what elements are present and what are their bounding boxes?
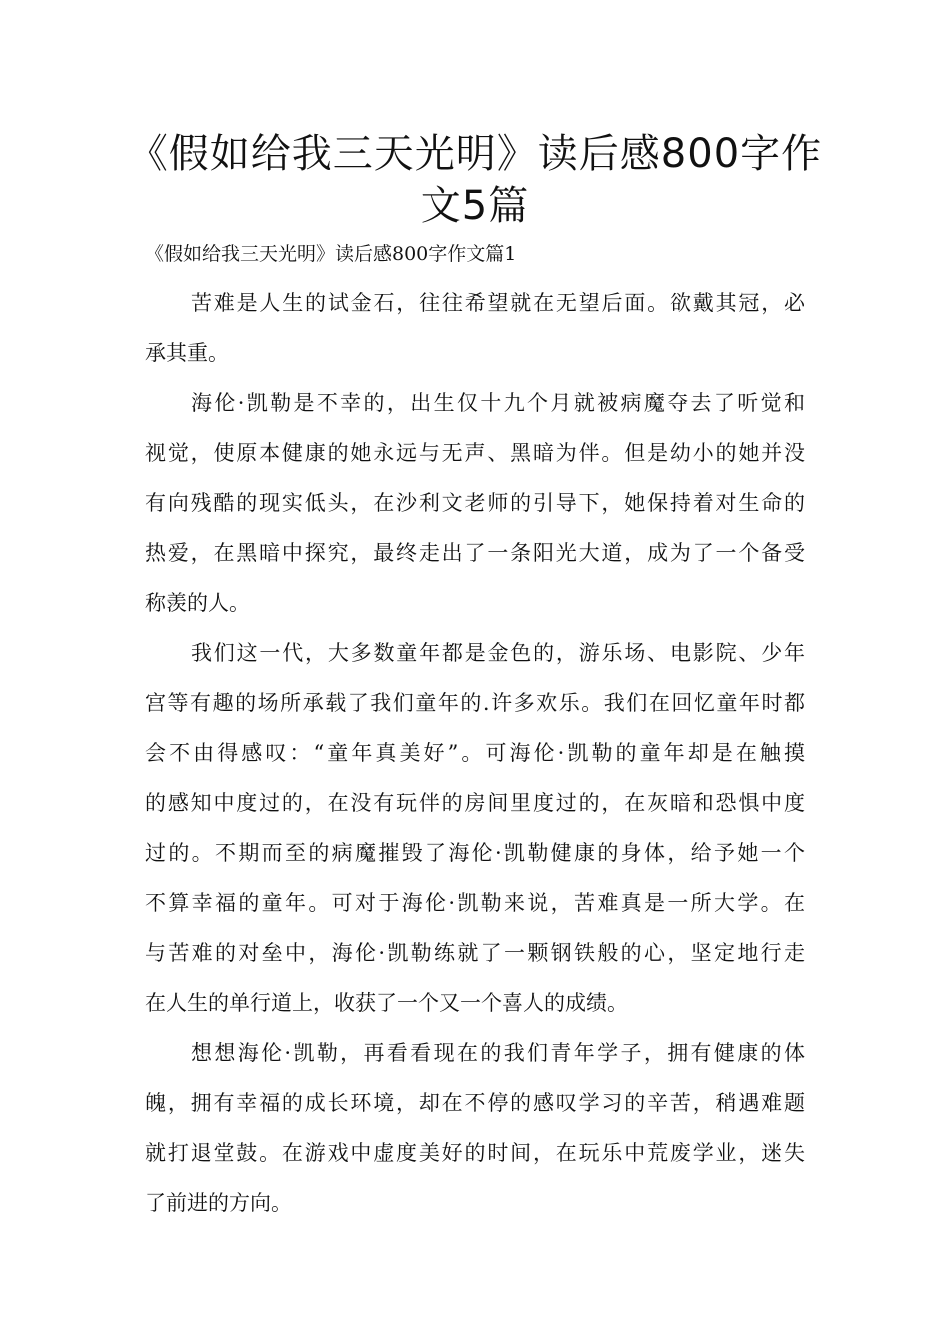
- paragraph-line: 我们这一代，大多数童年都是金色的，游乐场、电影院、少年: [191, 641, 805, 665]
- paragraph-line: 在人生的单行道上，收获了一个又一个喜人的成绩。: [145, 991, 628, 1015]
- paragraph-line: 魄，拥有幸福的成长环境，却在不停的感叹学习的辛苦，稍遇难题: [145, 1091, 805, 1115]
- paragraph-line: 会不由得感叹：“童年真美好”。可海伦·凯勒的童年却是在触摸: [145, 741, 805, 765]
- paragraph: [145, 1028, 805, 1228]
- paragraph: [145, 378, 805, 628]
- essay-body: [145, 278, 805, 1228]
- paragraph-line: 有向残酷的现实低头，在沙利文老师的引导下，她保持着对生命的: [145, 491, 805, 515]
- paragraph: [145, 278, 805, 378]
- paragraph-line: 想想海伦·凯勒，再看看现在的我们青年学子，拥有健康的体: [191, 1041, 805, 1065]
- paragraph-line: 过的。不期而至的病魔摧毁了海伦·凯勒健康的身体，给予她一个: [145, 841, 805, 865]
- paragraph-line: 热爱，在黑暗中探究，最终走出了一条阳光大道，成为了一个备受: [145, 541, 805, 565]
- paragraph-line: 了前进的方向。: [145, 1191, 292, 1215]
- paragraph-line: 苦难是人生的试金石，往往希望就在无望后面。欲戴其冠，必: [191, 291, 805, 315]
- paragraph: [145, 628, 805, 1028]
- paragraph-line: 承其重。: [145, 341, 229, 365]
- title-line: 《假如给我三天光明》读后感800字作: [127, 131, 823, 177]
- document-title: [120, 128, 830, 232]
- paragraph-line: 不算幸福的童年。可对于海伦·凯勒来说，苦难真是一所大学。在: [145, 891, 805, 915]
- paragraph-line: 称羡的人。: [145, 591, 250, 615]
- paragraph-line: 的感知中度过的，在没有玩伴的房间里度过的，在灰暗和恐惧中度: [145, 791, 805, 815]
- paragraph-line: 与苦难的对垒中，海伦·凯勒练就了一颗钢铁般的心，坚定地行走: [145, 941, 805, 965]
- paragraph-line: 就打退堂鼓。在游戏中虚度美好的时间，在玩乐中荒废学业，迷失: [145, 1141, 805, 1165]
- title-line: 文5篇: [420, 183, 530, 229]
- paragraph-line: 海伦·凯勒是不幸的，出生仅十九个月就被病魔夺去了听觉和: [191, 391, 805, 415]
- essay-heading: 《假如给我三天光明》读后感800字作文篇1: [145, 243, 517, 265]
- paragraph-line: 视觉，使原本健康的她永远与无声、黑暗为伴。但是幼小的她并没: [145, 441, 805, 465]
- paragraph-line: 宫等有趣的场所承载了我们童年的.许多欢乐。我们在回忆童年时都: [145, 691, 805, 715]
